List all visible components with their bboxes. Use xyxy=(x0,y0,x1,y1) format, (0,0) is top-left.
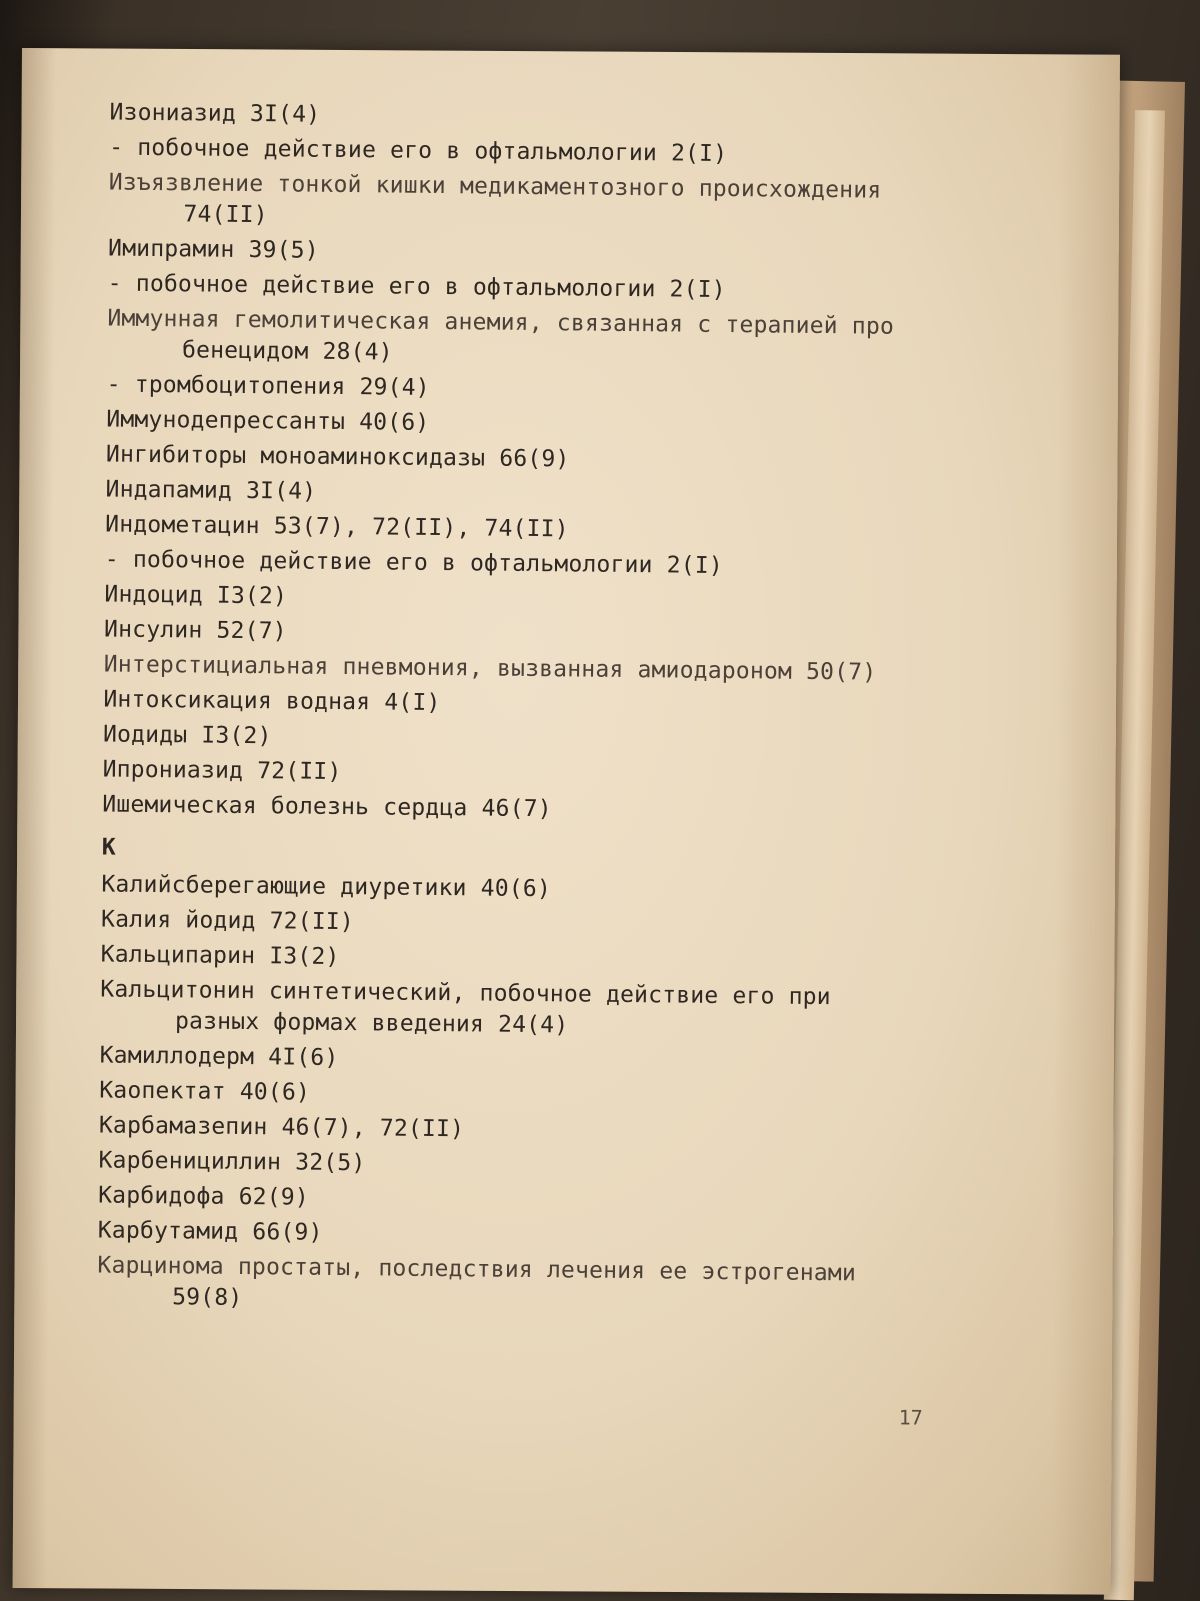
page-number: 17 xyxy=(898,1405,923,1430)
index-entry: Камиллодерм 4I(6) xyxy=(99,1042,339,1071)
index-entry: Иммунодепрессанты 40(6) xyxy=(106,406,430,436)
index-subentry: - побочное действие его в офтальмологии 2(I) xyxy=(107,270,726,303)
index-entry: Ингибиторы моноаминоксидазы 66(9) xyxy=(105,441,570,473)
index-entry: Кальципарин I3(2) xyxy=(100,941,340,970)
index-subentry: - побочное действие его в офтальмологии 2(I) xyxy=(104,546,724,579)
index-entry: Карцинома простаты, последствия лечения ее эстрогенами xyxy=(97,1252,857,1287)
index-entry: Каопектат 40(6) xyxy=(99,1077,311,1106)
index-entry: Карбутамид 66(9) xyxy=(97,1217,323,1246)
index-entry: Ипрониазид 72(II) xyxy=(102,756,342,785)
page-edge-shade xyxy=(1051,54,1120,1594)
index-entry: Инсулин 52(7) xyxy=(103,616,287,645)
index-entry: Индометацин 53(7), 72(II), 74(II) xyxy=(105,511,569,543)
index-entry: Калийсберегающие диуретики 40(6) xyxy=(101,871,552,903)
index-entry: Интерстициальная пневмония, вызванная амиодароном 50(7) xyxy=(103,651,877,686)
index-entry: Изъязвление тонкой кишки медикаментозного происхождения xyxy=(108,169,882,204)
index-entry: Калия йодид 72(II) xyxy=(100,906,355,936)
index-entry: Ишемическая болезнь сердца 46(7) xyxy=(102,791,552,823)
index-entry: Карбамазепин 46(7), 72(II) xyxy=(98,1112,465,1143)
index-entry-continuation: 59(8) xyxy=(172,1284,243,1311)
index-entry: Имипрамин 39(5) xyxy=(107,235,319,264)
index-entry: Индоцид I3(2) xyxy=(104,581,288,610)
section-letter: К xyxy=(101,834,117,861)
index-entry: Интоксикация водная 4(I) xyxy=(103,686,441,717)
index-entry: Карбидофа 62(9) xyxy=(98,1182,310,1211)
index-entry: Индапамид 3I(4) xyxy=(105,476,317,505)
index-entry-continuation: разных формах введения 24(4) xyxy=(174,1008,569,1039)
index-entry: Карбенициллин 32(5) xyxy=(98,1147,366,1177)
document-page xyxy=(13,48,1120,1595)
index-entry: Иодиды I3(2) xyxy=(102,721,272,750)
index-subentry: - тромбоцитопения 29(4) xyxy=(106,371,430,401)
index-entry: Кальцитонин синтетический, побочное действие его при xyxy=(100,976,831,1011)
index-entry-continuation: бенецидом 28(4) xyxy=(181,337,393,366)
index-subentry: - побочное действие его в офтальмологии 2(I) xyxy=(109,134,728,168)
index-text xyxy=(97,99,1010,1327)
index-entry: Иммунная гемолитическая анемия, связанная с терапией про xyxy=(107,305,895,340)
index-entry: Изониазид 3I(4) xyxy=(109,99,321,128)
index-entry-continuation: 74(II) xyxy=(183,201,268,229)
